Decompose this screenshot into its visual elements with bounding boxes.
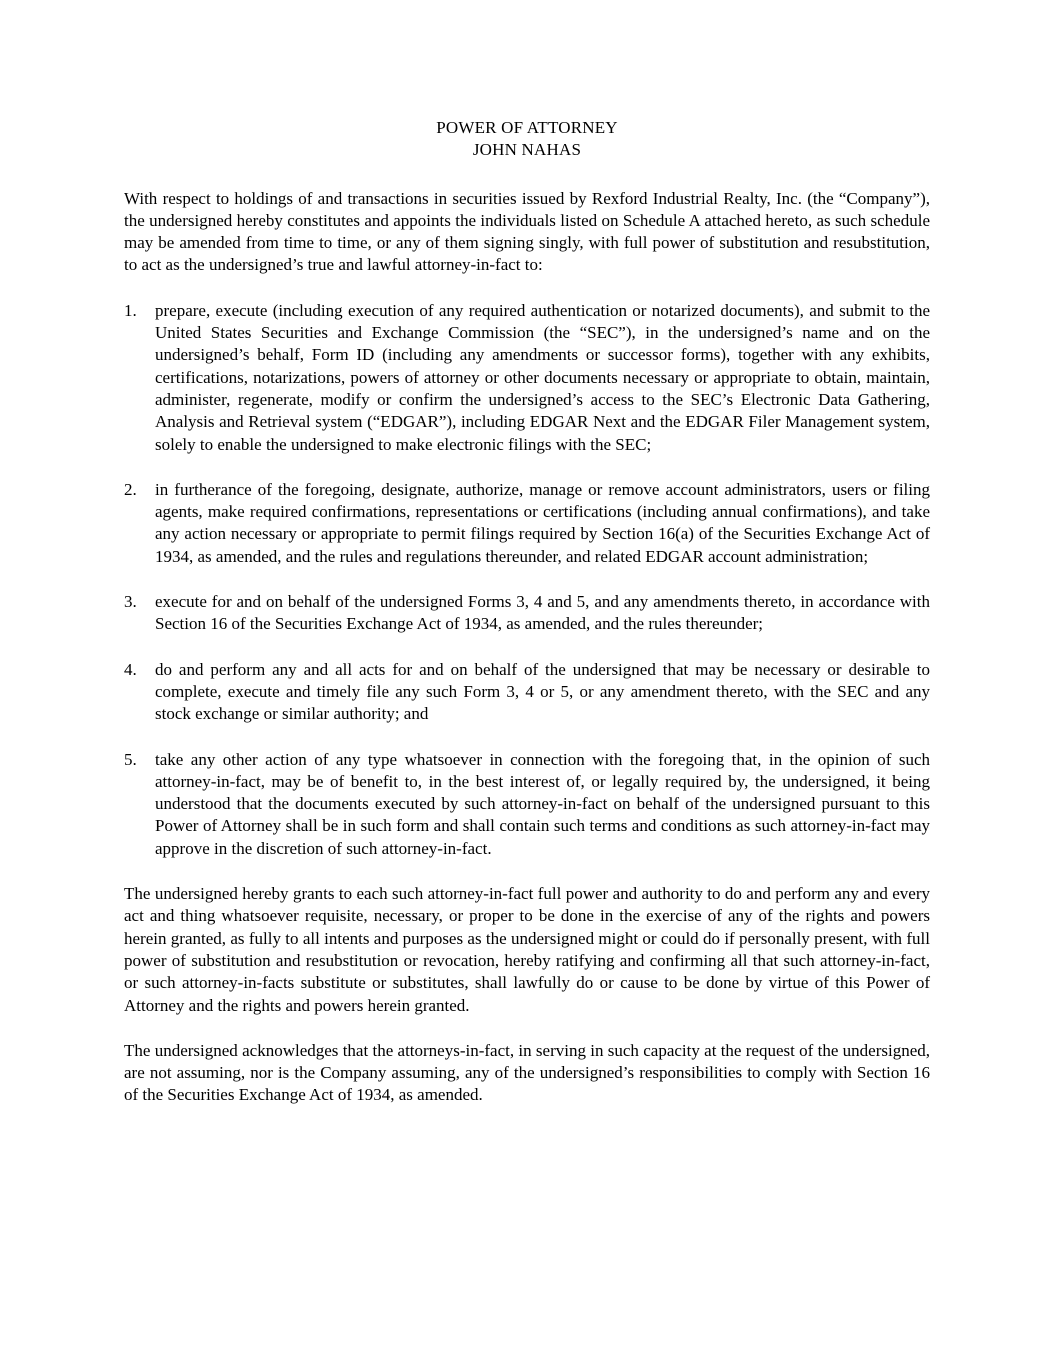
page-subtitle: JOHN NAHAS: [472, 140, 582, 160]
list-item-1: [124, 300, 930, 456]
closing-paragraph-1: The undersigned hereby grants to each such attorney-in-fact full power and authority to do and perform any and every act and thing whatsoever requisite, necessary, or proper to be done in the exercise of any of the rights and powers herein granted, as fully to all intents and purposes as the undersigned might or could do if personally present, with full power of substitution and resubstitution or revocation, hereby ratifying and confirming all that such attorney-in-fact, or such attorney-in-facts substitute or substitutes, shall lawfully do or cause to be done by virtue of this Power of Attorney and the rights and powers herein granted.: [124, 884, 930, 1015]
closing-paragraph-2: The undersigned acknowledges that the attorneys-in-fact, in serving in such capacity at the request of the undersigned, are not assuming, nor is the Company assuming, any of the undersigned’s responsibilities to comply with Section 16 of the Securities Exchange Act of 1934, as amended.: [124, 1040, 930, 1105]
list-item-3: [124, 591, 930, 636]
list-item-4-text: do and perform any and all acts for and on behalf of the undersigned that may be necessary or desirable to complete, execute and timely file any such Form 3, 4 or 5, or any amendment thereto, with the SEC and any stock exchange or similar authority; and: [155, 659, 930, 724]
list-item-3-number: 3.: [124, 592, 137, 612]
list-item-4: [124, 659, 930, 726]
list-item-3-text: execute for and on behalf of the undersigned Forms 3, 4 and 5, and any amendments thereto, in accordance with Section 16 of the Securities Exchange Act of 1934, as amended, and the rules thereunder;: [155, 592, 930, 634]
page-title: POWER OF ATTORNEY: [436, 118, 618, 137]
list-item-5-number: 5.: [124, 749, 137, 769]
list-item-2-number: 2.: [124, 479, 137, 499]
list-item-5-text: take any other action of any type whatsoever in connection with the foregoing that, in the opinion of such attorney-in-fact, may be of benefit to, in the best interest of, or legally required by, the undersigned, it being understood that the documents executed by such attorney-in-fact on behalf of the undersigned pursuant to this Power of Attorney shall be in such form and shall contain such terms and conditions as such attorney-in-fact may approve in the discretion of such attorney-in-fact.: [155, 749, 930, 858]
list-item-1-number: 1.: [124, 300, 137, 320]
list-item-4-number: 4.: [124, 659, 137, 679]
list-item-2: [124, 479, 930, 568]
list-item-2-text: in furtherance of the foregoing, designate, authorize, manage or remove account administrators, users or filing agents, make required confirmations, representations or certifications (including annual confirmations), and take any action necessary or appropriate to permit filings required by Section 16(a) of the Securities Exchange Act of 1934, as amended, and the rules and regulations thereunder, and related EDGAR account administration;: [155, 479, 930, 566]
list-item-1-text: prepare, execute (including execution of any required authentication or notarized documents), and submit to the United States Securities and Exchange Commission (the “SEC”), in the undersigned’s name and on the undersigned’s behalf, Form ID (including any amendments or successor forms), together with any exhibits, certifications, notarizations, powers of attorney or other documents necessary or appropriate to obtain, maintain, administer, regenerate, modify or confirm the undersigned’s access to the SEC’s Electronic Data Gathering, Analysis and Retrieval system (“EDGAR”), including EDGAR Next and the EDGAR Filer Management system, solely to enable the undersigned to make electronic filings with the SEC;: [155, 300, 930, 454]
intro-paragraph: With respect to holdings of and transactions in securities issued by Rexford Industrial Realty, Inc. (the “Company”), the undersigned hereby constitutes and appoints the individuals listed on Schedule A attached hereto, as such schedule may be amended from time to time, or any of them signing singly, with full power of substitution and resubstitution, to act as the undersigned’s true and lawful attorney-in-fact to:: [124, 188, 930, 275]
title-block: [124, 117, 930, 162]
list-item-5: [124, 749, 930, 860]
numbered-list: [124, 300, 930, 860]
